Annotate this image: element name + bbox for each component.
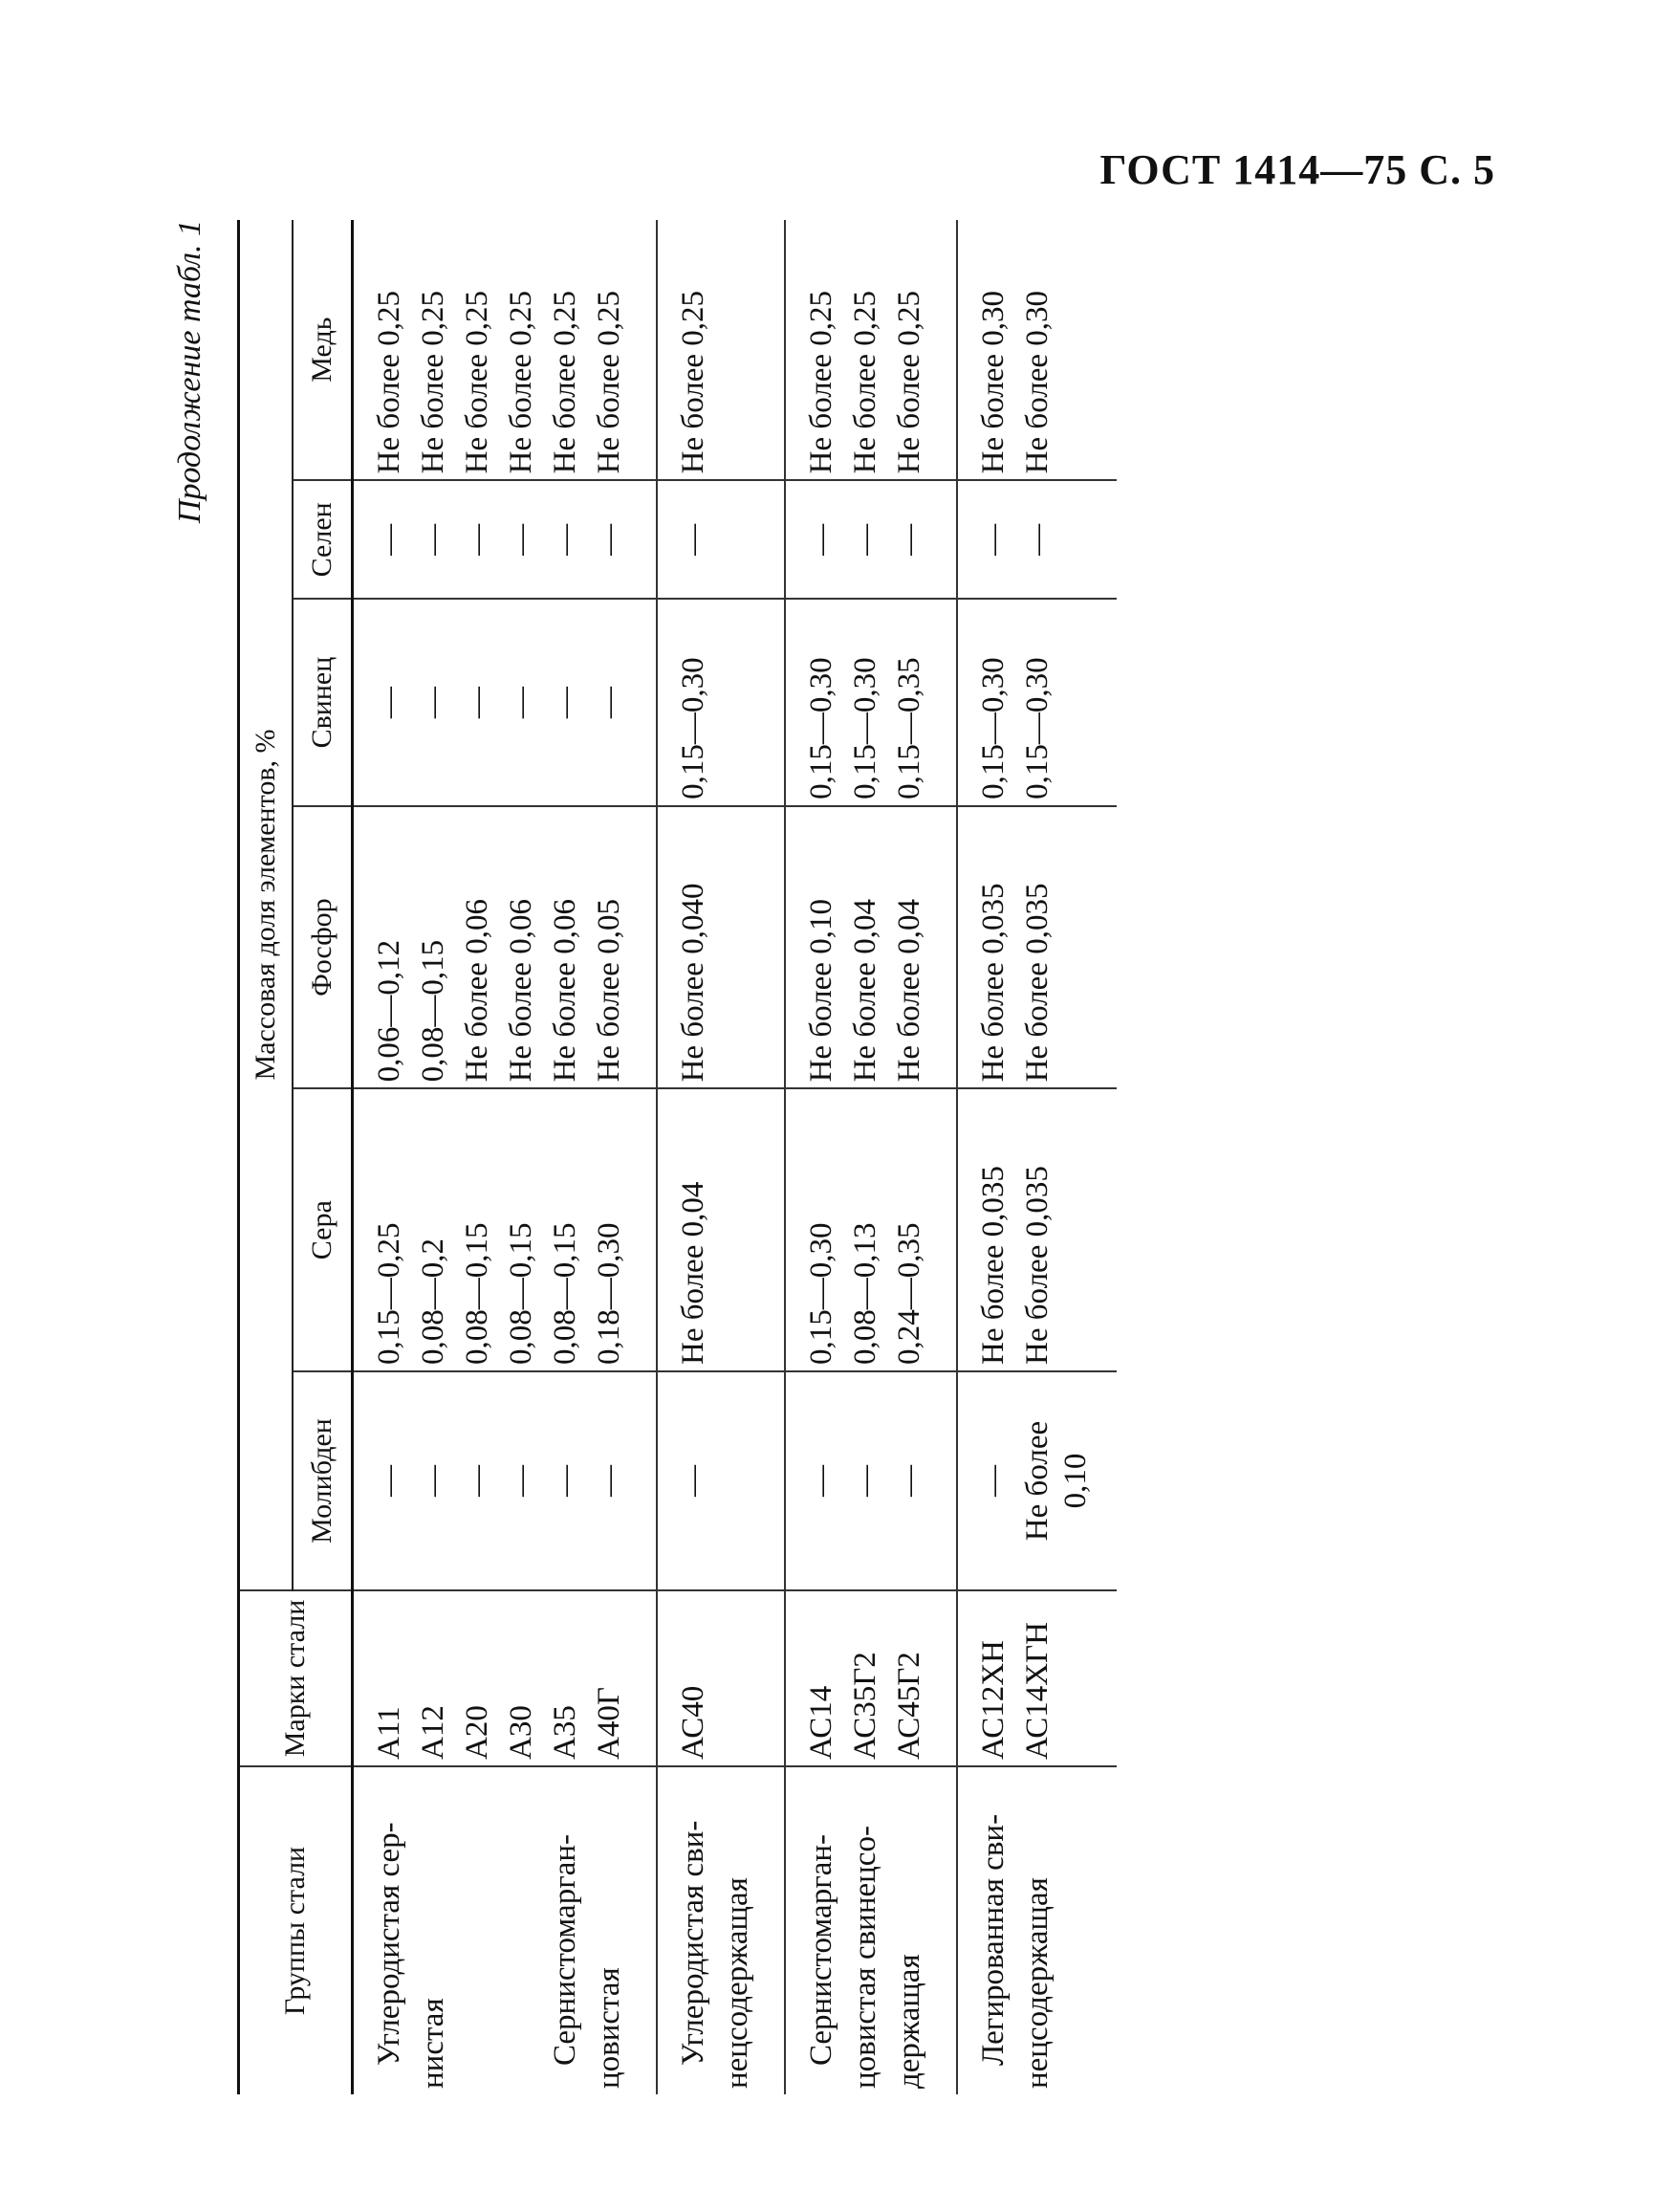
- cell-lead: 0,15—0,30 0,15—0,30 0,15—0,35: [785, 599, 957, 806]
- cell-phosphorus: Не более 0,035 Не более 0,035: [957, 806, 1117, 1089]
- col-header-molybdenum: Молибден: [293, 1371, 353, 1590]
- col-header-selenium: Селен: [293, 480, 353, 599]
- col-header-mass-fraction: Массовая доля элементов, %: [239, 220, 294, 1590]
- cell-copper: Не более 0,25: [657, 220, 785, 480]
- table-row-group: [785, 220, 957, 2094]
- table-row-group: [353, 220, 658, 2094]
- cell-group: Сернистомарган- цовистая свинецсо- держащая: [785, 1766, 957, 2094]
- cell-selenium: — — —: [785, 480, 957, 599]
- cell-group: Углеродистая сер- нистая Сернистомарган- цовистая: [372, 1822, 626, 2089]
- cell-selenium: —: [657, 480, 785, 599]
- steel-composition-table: [237, 220, 1117, 2094]
- cell-mark: АС14 АС35Г2 АС45Г2: [785, 1590, 957, 1766]
- cell-selenium: — — — — — —: [353, 480, 658, 599]
- col-header-sulfur: Сера: [293, 1088, 353, 1371]
- col-header-lead: Свинец: [293, 599, 353, 806]
- cell-sulfur: Не более 0,035 Не более 0,035: [957, 1088, 1117, 1371]
- cell-mark: АС40: [657, 1590, 785, 1766]
- col-header-phosphorus: Фосфор: [293, 806, 353, 1089]
- cell-mark: А11 А12 А20 А30 А35 А40Г: [353, 1590, 658, 1766]
- cell-lead: 0,15—0,30: [657, 599, 785, 806]
- cell-phosphorus: 0,06—0,12 0,08—0,15 Не более 0,06 Не более 0,06 Не более 0,06 Не более 0,05: [353, 806, 658, 1089]
- cell-lead: 0,15—0,30 0,15—0,30: [957, 599, 1117, 806]
- cell-selenium: — —: [957, 480, 1117, 599]
- cell-molybdenum: — — — — — —: [353, 1371, 658, 1590]
- table-caption: Продолжение табл. 1: [172, 220, 207, 524]
- cell-group: Углеродистая сви- нецсодержащая: [657, 1766, 785, 2094]
- cell-lead: — — — — — —: [353, 599, 658, 806]
- table-row: [785, 220, 957, 2094]
- cell-sulfur: Не более 0,04: [657, 1088, 785, 1371]
- cell-sulfur: 0,15—0,25 0,08—0,2 0,08—0,15 0,08—0,15 0,08—0,15 0,18—0,30: [353, 1088, 658, 1371]
- col-header-copper: Медь: [293, 220, 353, 480]
- cell-copper: Не более 0,30 Не более 0,30: [957, 220, 1117, 480]
- page-header: ГОСТ 1414—75 С. 5: [1099, 146, 1495, 193]
- rotated-table-area: [172, 220, 1537, 2094]
- cell-group: Легированная сви- нецсодержащая: [957, 1766, 1117, 2094]
- table-row-group: [657, 220, 785, 2094]
- cell-phosphorus: Не более 0,10 Не более 0,04 Не более 0,04: [785, 806, 957, 1089]
- table-row: [657, 220, 785, 2094]
- cell-molybdenum: —: [657, 1371, 785, 1590]
- cell-molybdenum: — Не более 0,10: [957, 1371, 1117, 1590]
- table-row-group: [957, 220, 1117, 2094]
- cell-copper: Не более 0,25 Не более 0,25 Не более 0,25 Не более 0,25 Не более 0,25 Не более 0,25: [353, 220, 658, 480]
- cell-mark: АС12ХН АС14ХГН: [957, 1590, 1117, 1766]
- col-header-mark: Марки стали: [239, 1590, 353, 1766]
- table-row: [353, 220, 658, 2094]
- col-header-group: Группы стали: [239, 1766, 353, 2094]
- table-row: [957, 220, 1117, 2094]
- cell-copper: Не более 0,25 Не более 0,25 Не более 0,25: [785, 220, 957, 480]
- cell-phosphorus: Не более 0,040: [657, 806, 785, 1089]
- cell-sulfur: 0,15—0,30 0,08—0,13 0,24—0,35: [785, 1088, 957, 1371]
- cell-molybdenum: — — —: [785, 1371, 957, 1590]
